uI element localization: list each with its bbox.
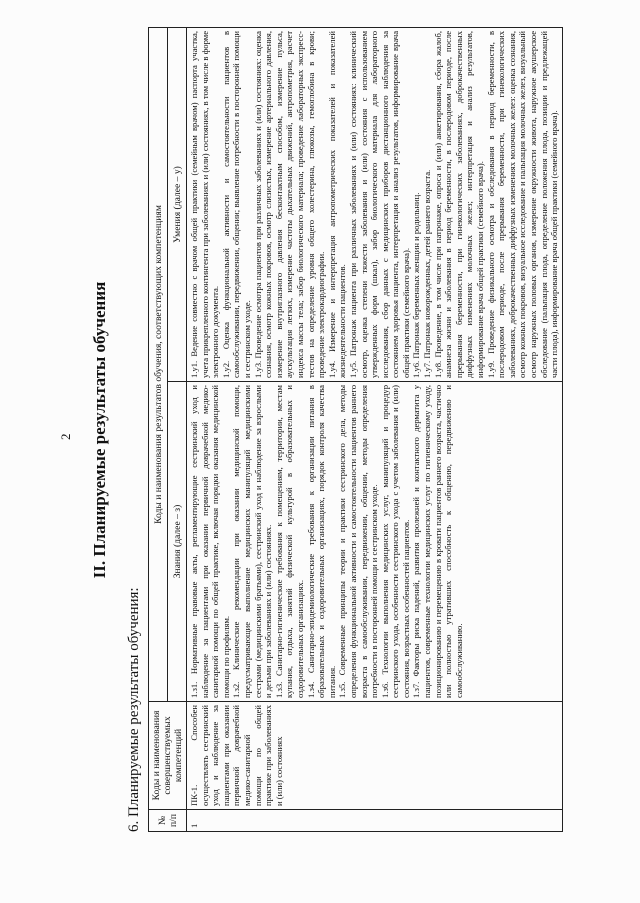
knowledge-item: 1.з3. Санитарно-гигиенические требования к помещениям, территории, местам купания, отдыха, занятий физической культурой в образовательных и оздоровительных организациях.: [273, 385, 305, 698]
table-row: [187, 27, 563, 831]
skill-item: 1.у9. Проведение физикального осмотра и обследования в период беременности, в послеродовом периоде, после прерывания беременности, при гинекологических заболеваниях, доброкачественных диффузных изменениях молочных желез: оценка сознания, осмотр кожных покровов, визуальное исследование и пальпация молочных желез, визуальный осмотр наружных половых органов, измерение окружности живота, наружное акушерское обследование (пальпация плода, определение положения плода, позиции и предлежащей части плода), информирование врача общей практики (семейного врача).: [485, 30, 560, 378]
skill-item: 1.у7. Патронаж новорожденных, детей раннего возраста.: [422, 169, 433, 378]
skill-item: 1.у1. Ведение совместно с врачом общей практики (семейным врачом) паспорта участка, учета прикрепленного контингента при заболеваниях и (или) состояниях, в том числе в форме электронного документа.: [189, 30, 221, 378]
knowledge-cell: [187, 382, 563, 702]
skill-item: 1.у5. Патронаж пациента при различных заболеваниях и (или) состояниях: клинический осмотр, оценка степени тяжести заболевания и (или) состояния с использованием утвержденных форм (шкал), забор биологического материала для лабораторного исследования, сбор данных с медицинских приборов дистанционного наблюдения за состоянием здоровья пациента, интерпретация и анализ результатов, информирование врача общей практики (семейного врача).: [347, 30, 411, 378]
row-num: 1: [187, 810, 563, 832]
knowledge-item: 1.з7. Факторы риска падений, развития пролежней и контактного дерматита у пациентов, современные технологии медицинских услуг по гигиеническому уходу, позиционированию и перемещению в кровати пациентов раннего возраста, частично или полностью утративших способность к общению, передвижению и самообслуживанию.: [411, 385, 464, 698]
knowledge-item: 1.з2. Клинические рекомендации при оказании медицинской помощи, предусматривающие выполнение медицинских манипуляций медицинскими сестрами (медицинскими братьями), сестринский уход и наблюдение за взрослыми и детьми при заболеваниях и (или) состояниях.: [231, 385, 274, 698]
skills-cell: [187, 27, 563, 381]
skill-item: 1.у3. Проведение осмотра пациентов при различных заболеваниях и (или) состояниях: оценка сознания, осмотр кожных покровов, осмотр слизистых, измерение артериального давления, измерение внутриглазного давления бесконтактным способом, измерение пульса, аускультация легких, измерение частоты дыхательных движений, антропометрия, расчет индекса массы тела; забор биологического материала; проведение лабораторных экспресс-тестов на определение уровня общего холестерина, глюкозы, гемоглобина в крови; проведение электрокардиографии.: [252, 30, 327, 378]
knowledge-item: 1.з6. Технологии выполнения медицинских услуг, манипуляций и процедур сестринского ухода, особенности сестринского ухода с учетом заболевания и (или) состояния, возрастных особенностей пациентов.: [379, 385, 411, 698]
section-subheading: 6. Планируемые результаты обучения:: [126, 587, 142, 832]
header-group: Коды и наименования результатов обучения, соответствующих компетенциям: [149, 27, 168, 701]
header-num: № п/п: [149, 810, 187, 832]
rotated-content: [50, 20, 610, 840]
section-heading: II. Планируемые результаты обучения: [90, 281, 109, 579]
results-table: [148, 27, 563, 832]
header-knowledge: Знания (далее – з): [168, 382, 187, 702]
competency-cell: ПК-1. Способен осуществлять сестринский уход и наблюдение за пациентами при оказании первичной доврачебной медико-санитарной помощи по общей практике при заболеваниях и (или) состояниях: [187, 702, 563, 810]
skill-item: 1.у2. Оценка функциональной активности и самостоятельности пациентов в самообслуживании, передвижении, общении; выявление потребности в посторонней помощи и сестринском уходе.: [220, 30, 252, 378]
page-number: 2: [58, 433, 73, 440]
knowledge-item: 1.з1. Нормативные правовые акты, регламентирующие сестринский уход и наблюдение за пациентами при оказании первичной доврачебной медико-санитарной помощи по общей практике, включая порядки оказания медицинской помощи по профилям.: [189, 385, 231, 698]
knowledge-item: 1.з5. Современные принципы теории и практики сестринского дела, методы определения функциональной активности и самостоятельности пациентов раннего возраста в самообслуживании, передвижении, общении, методы определения потребности в посторонней помощи и сестринском уходе.: [337, 385, 380, 698]
skill-item: 1.у8. Проведение, в том числе при патронаже, опроса и (или) анкетирования, сбора жалоб, анамнеза жизни и заболевания в период беременности, в послеродовом периоде, после прерывания беременности, при гинекологических заболеваниях, доброкачественных диффузных изменениях молочных желез; интерпретация и анализ результатов, информирование врача общей практики (семейного врача).: [432, 30, 486, 378]
header-competency: Коды и наименования совершенствуемых компетенций: [149, 702, 187, 810]
header-skills: Умения (далее – у): [168, 27, 187, 381]
skill-item: 1.у4. Измерение и интерпретация антропометрических показателей и показателей жизнедеятельности пациентов.: [326, 30, 348, 378]
skill-item: 1.у6. Патронаж беременных женщин и родильниц.: [411, 192, 422, 378]
knowledge-item: 1.з4. Санитарно-эпидемиологические требования к организации питания в образовательных и оздоровительных организациях, порядок контроля качества питания.: [305, 385, 337, 698]
